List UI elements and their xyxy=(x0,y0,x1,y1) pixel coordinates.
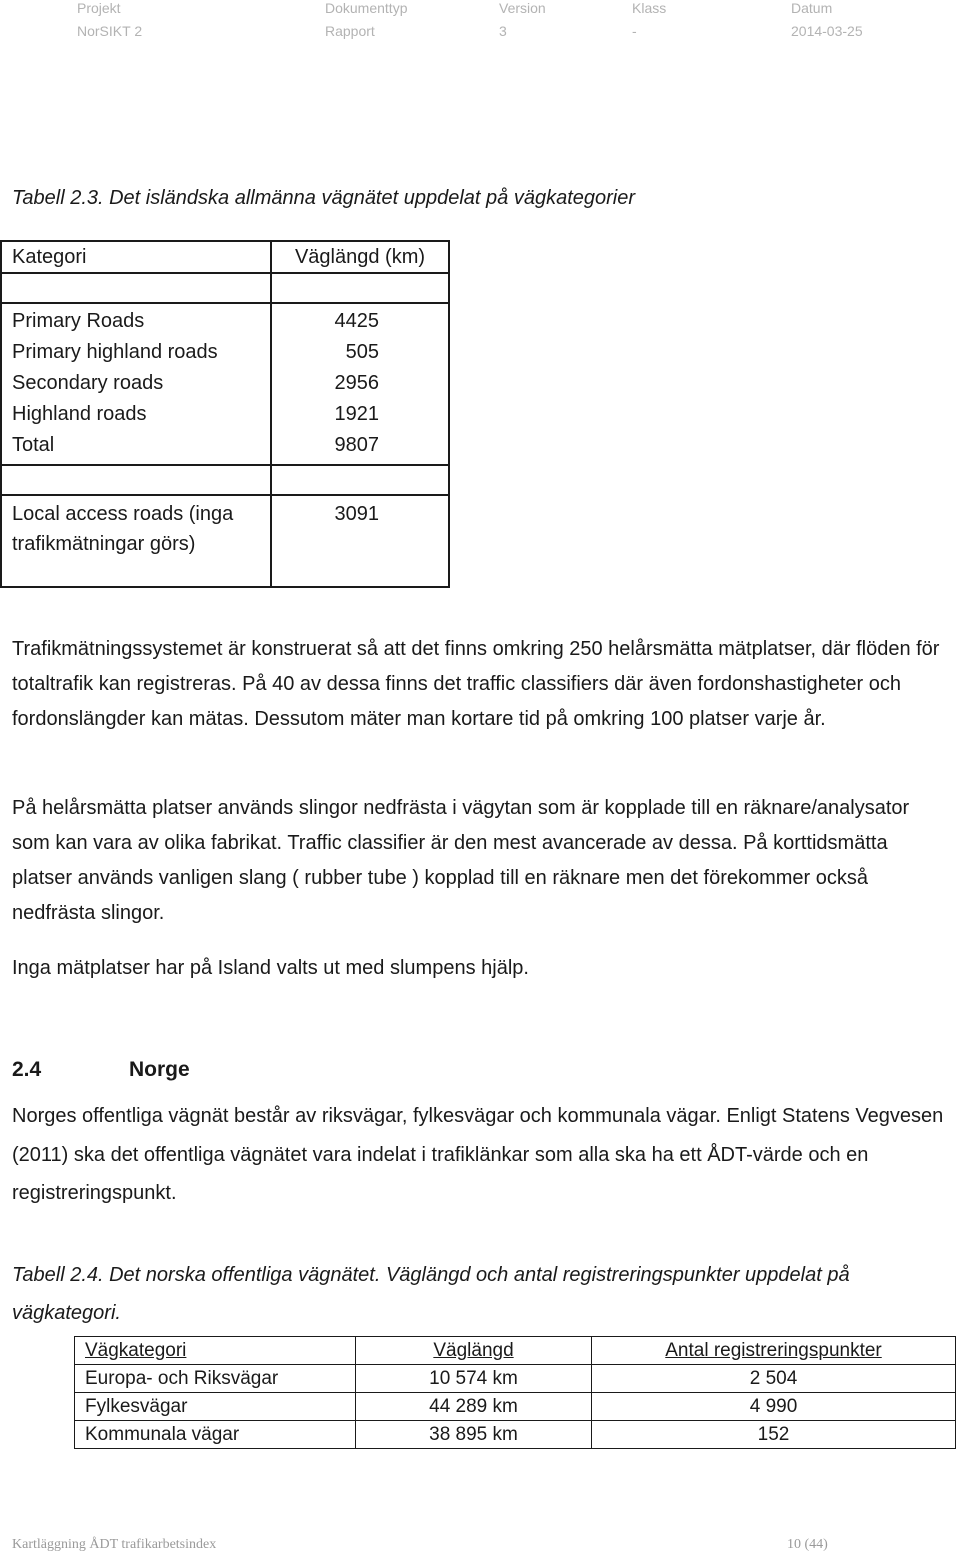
table2-cell: 4 990 xyxy=(592,1393,956,1421)
norway-road-table xyxy=(74,1336,956,1449)
table1-value: 9807 xyxy=(334,434,379,456)
paragraph-measurement-system: Trafikmätningssystemet är konstruerat så att det finns omkring 250 helårsmätta mätplatser, där flöden för totaltrafik kan registreras. På 40 av dessa finns det traffic classifiers där även fordonshastigheter och fordonslängder kan mätas. Dessutom mäter man kortare tid på omkring 100 platser varje år. xyxy=(12,638,940,730)
table-row xyxy=(75,1365,956,1393)
table2-cell: 10 574 km xyxy=(356,1365,592,1393)
section-number: 2.4 xyxy=(12,1058,42,1081)
table2-cell: 152 xyxy=(592,1421,956,1449)
table2-header-langd: Väglängd xyxy=(356,1337,592,1365)
table-row-empty xyxy=(1,465,449,495)
table2-cell: 44 289 km xyxy=(356,1393,592,1421)
table1-value: 4425 xyxy=(334,310,379,332)
table1-value: 2956 xyxy=(334,372,379,394)
table-row xyxy=(75,1421,956,1449)
table2-cell: Fylkesvägar xyxy=(75,1393,356,1421)
table1-category: Total xyxy=(12,434,55,456)
table2-cell: 38 895 km xyxy=(356,1421,592,1449)
table1-empty-cell xyxy=(1,273,271,303)
table1-category: Primary Roads xyxy=(12,310,145,332)
table1-value: 505 xyxy=(345,341,379,363)
table-row xyxy=(1,303,449,465)
footer-page-number: 10 (44) xyxy=(787,1537,828,1552)
table2-cell: Europa- och Riksvägar xyxy=(75,1365,356,1393)
header-value-version: 3 xyxy=(499,23,507,39)
table1-header-kategori: Kategori xyxy=(1,241,271,273)
header-label-dokumenttyp: Dokumenttyp xyxy=(325,0,408,16)
section-title: Norge xyxy=(129,1058,190,1081)
table2-header-punkter: Antal registreringspunkter xyxy=(592,1337,956,1365)
table-row xyxy=(75,1337,956,1365)
paragraph-norway: Norges offentliga vägnät består av riksvägar, fylkesvägar och kommunala vägar. Enligt Statens Vegvesen (2011) ska det offentliga vägnätet vara indelat i trafiklänkar som alla ska ha ett ÅDT-värde och en registreringspunkt. xyxy=(12,1105,944,1204)
table2-cell: Kommunala vägar xyxy=(75,1421,356,1449)
table1-caption: Tabell 2.3. Det isländska allmänna vägnätet uppdelat på vägkategorier xyxy=(12,187,636,209)
table1-value-cell xyxy=(271,303,449,465)
table1-empty-cell xyxy=(271,273,449,303)
table2-header-kategori: Vägkategori xyxy=(75,1337,356,1365)
table2-cell: 2 504 xyxy=(592,1365,956,1393)
table-row xyxy=(1,241,449,273)
table2-caption: Tabell 2.4. Det norska offentliga vägnätet. Väglängd och antal registreringspunkter uppdelat på vägkategori. xyxy=(12,1264,850,1324)
table-row xyxy=(75,1393,956,1421)
table1-category: Secondary roads xyxy=(12,372,164,394)
paragraph-random-selection: Inga mätplatser har på Island valts ut med slumpens hjälp. xyxy=(12,957,529,979)
table-row xyxy=(1,495,449,587)
table1-empty-cell xyxy=(1,465,271,495)
table1-header-langd: Väglängd (km) xyxy=(271,241,449,273)
header-value-datum: 2014-03-25 xyxy=(791,23,863,39)
header-label-version: Version xyxy=(499,0,546,16)
table1-category: Primary highland roads xyxy=(12,341,218,363)
table1-category-cell xyxy=(1,303,271,465)
table1-value: 1921 xyxy=(334,403,379,425)
header-label-datum: Datum xyxy=(791,0,833,16)
table1-local-label: Local access roads (inga trafikmätningar görs) xyxy=(1,495,271,587)
table1-empty-cell xyxy=(271,465,449,495)
iceland-road-table xyxy=(0,240,450,588)
header-label-klass: Klass xyxy=(632,0,667,16)
footer-title: Kartläggning ÅDT trafikarbetsindex xyxy=(12,1537,217,1552)
header-value-projekt: NorSIKT 2 xyxy=(77,23,143,39)
table-row-empty xyxy=(1,273,449,303)
header-value-klass: - xyxy=(632,23,637,39)
table1-category: Highland roads xyxy=(12,403,147,425)
header-value-dokumenttyp: Rapport xyxy=(325,23,375,39)
header-label-projekt: Projekt xyxy=(77,0,121,16)
table1-local-value: 3091 xyxy=(271,495,449,587)
paragraph-loop-detectors: På helårsmätta platser används slingor nedfrästa i vägytan som är kopplade till en räknare/analysator som kan vara av olika fabrikat. Traffic classifier är den mest avancerade av dessa. På korttidsmätta platser används vanligen slang ( rubber tube ) kopplad till en räknare men det förekommer också nedfrästa slingor. xyxy=(12,797,910,924)
